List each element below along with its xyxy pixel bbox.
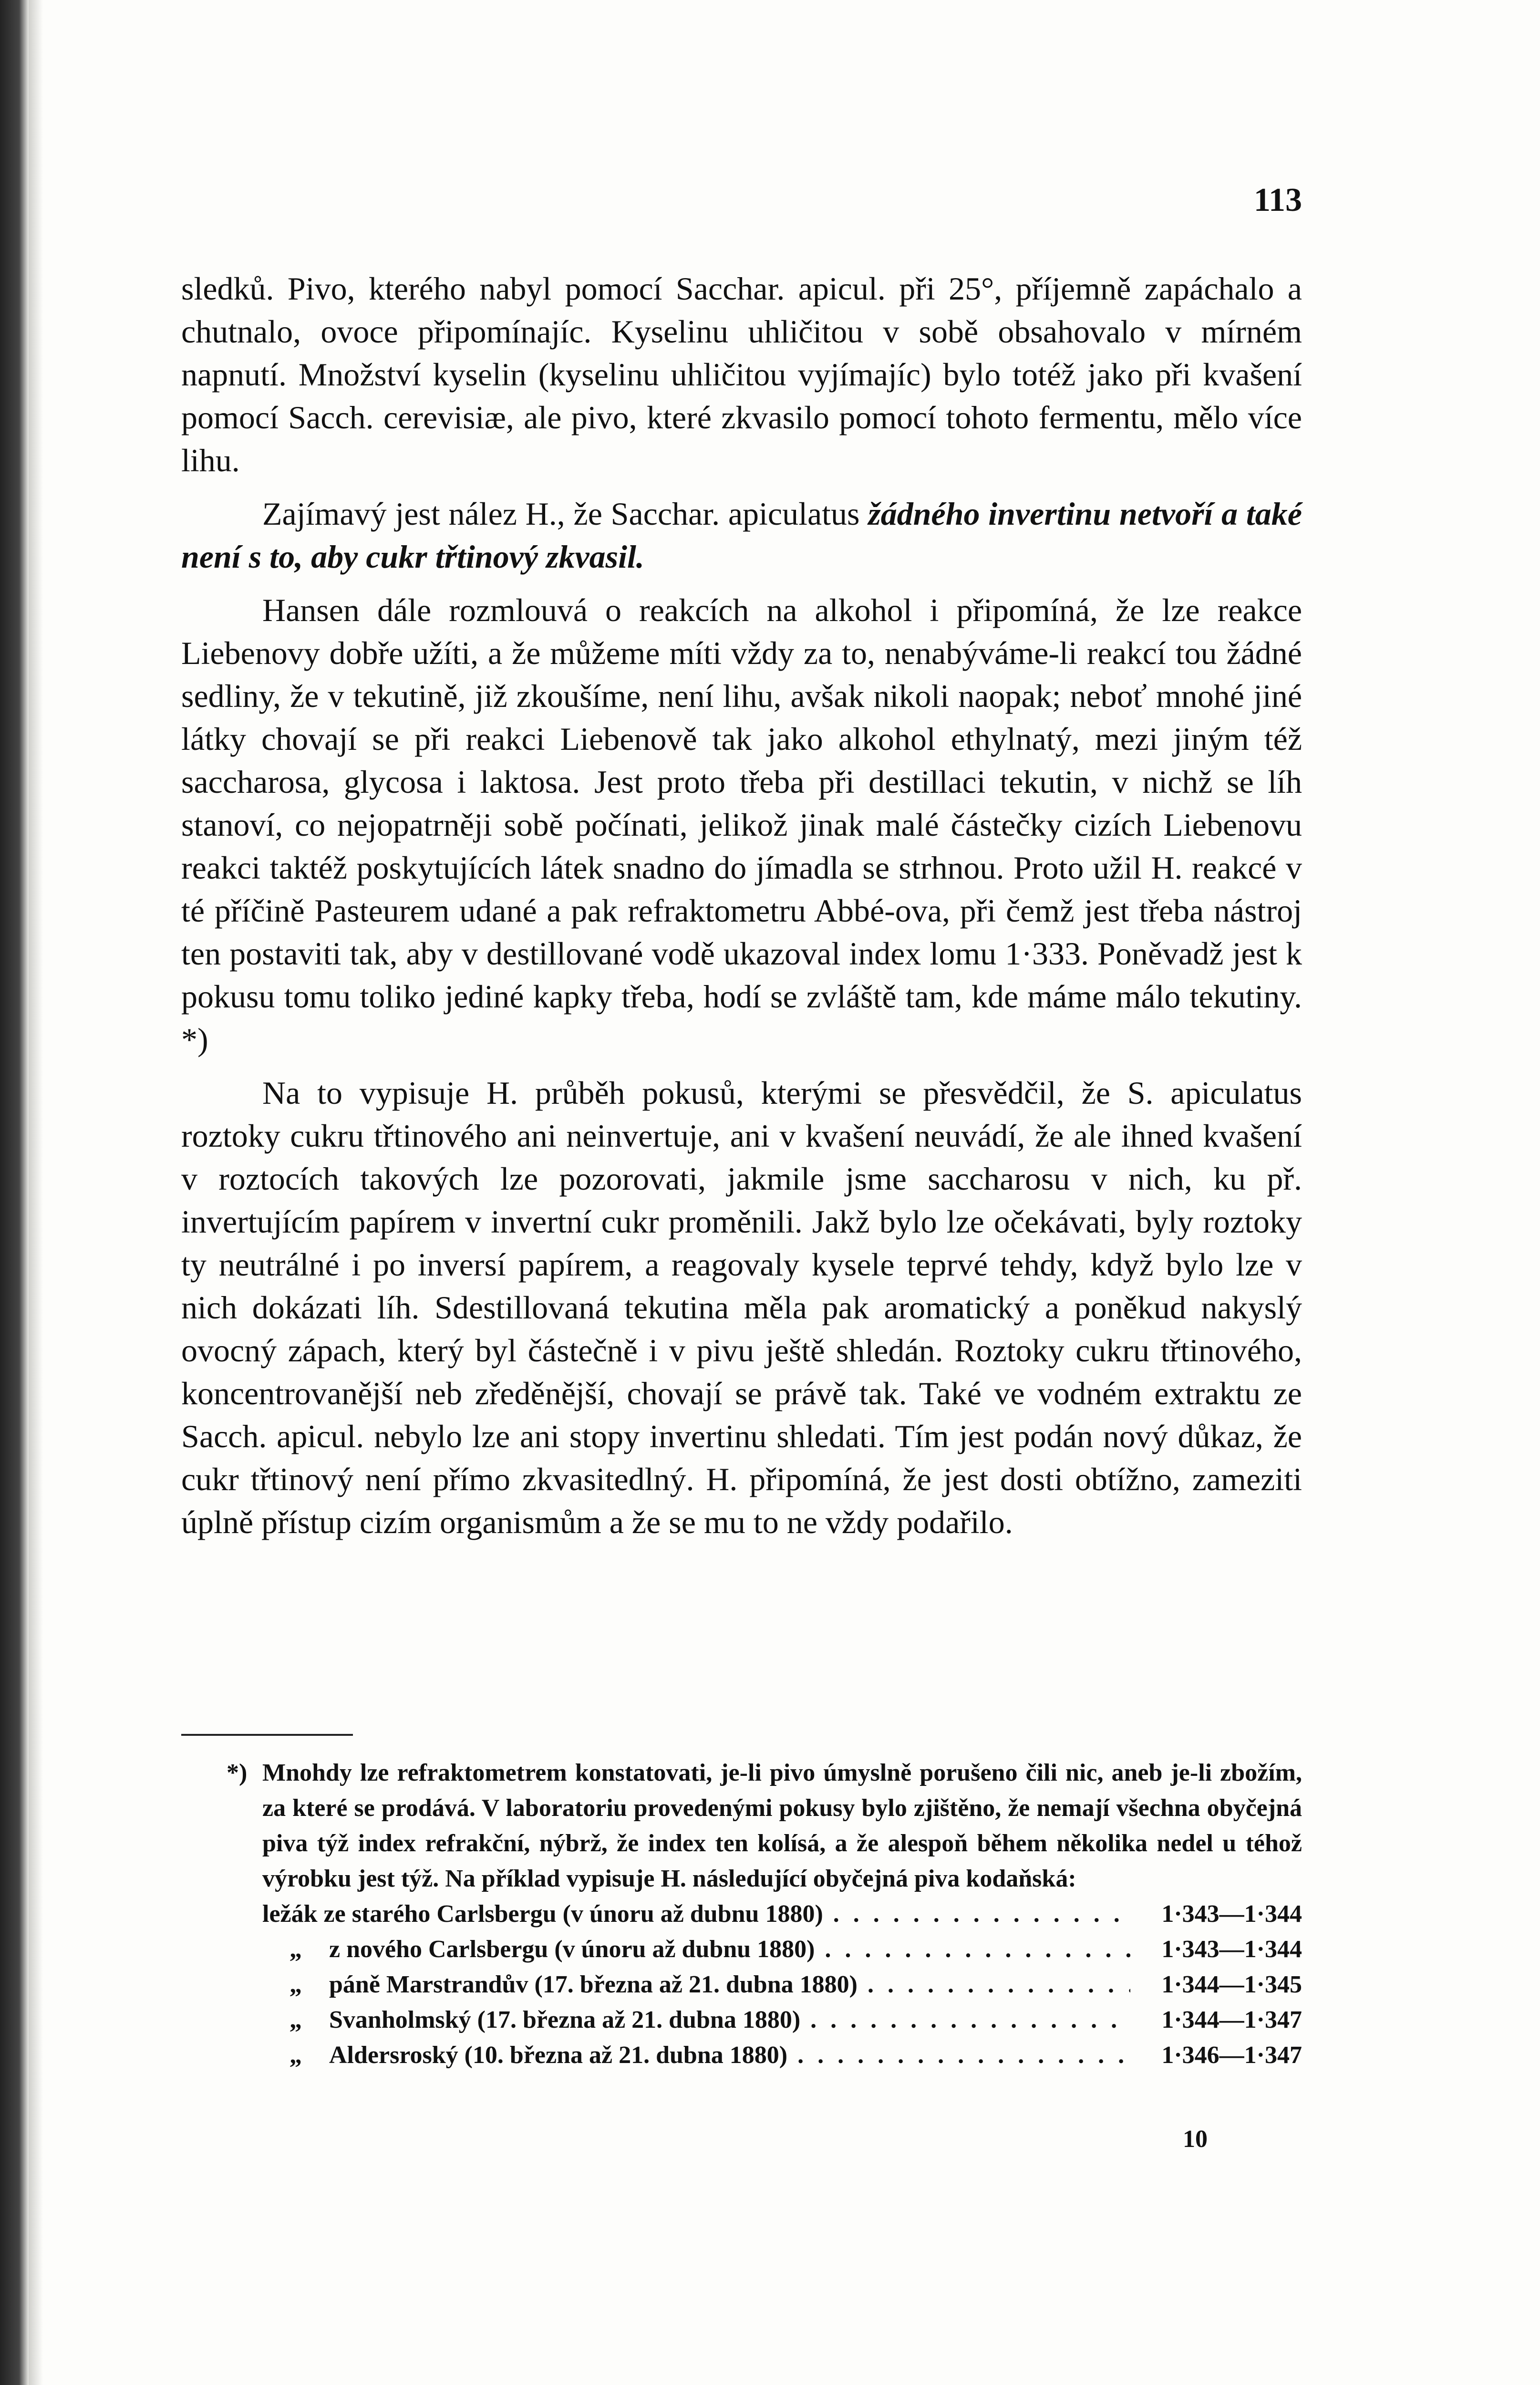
footnote-text xyxy=(181,1755,1302,1897)
beer-row xyxy=(181,2038,1302,2073)
footnote-mark: *) xyxy=(227,1759,248,1786)
beer-label: Aldersroský (10. března až 21. dubna 1880) . . . xyxy=(329,2038,1130,2073)
beer-row xyxy=(181,1897,1302,1932)
beer-label: páně Marstrandův (17. března až 21. dubna 1880) . . . xyxy=(329,1967,1130,2002)
footnote xyxy=(181,1755,1302,2073)
beer-label: z nového Carlsbergu (v únoru až dubnu 1880) . . . xyxy=(329,1932,1130,1967)
paragraph-4: Na to vypisuje H. průběh pokusů, kterými se přesvědčil, že S. apiculatus roztoky cukru třtinového ani neinvertuje, ani v kvašení neuvádí, že ale ihned kvašení v roztocích takových lze pozorovati, jakmile jsme saccharosu v nich, ku př. invertujícím papírem v invertní cukr proměnili. Jakž bylo lze očekávati, byly roztoky ty neutrálné i po inversí papírem, a reagovaly kysele teprvé tehdy, když bylo lze v nich dokázati líh. Sdestillovaná tekutina měla pak aromatický a poněkud nakyslý ovocný zápach, který byl částečně i v pivu ještě shledán. Roztoky cukru třtinového, koncentrovanější neb zředěnější, chovají se právě tak. Také ve vodném extraktu ze Sacch. apicul. nebylo lze ani stopy invertinu shledati. Tím jest podán nový důkaz, že cukr třtinový není přímo zkvasitedlný. H. připomíná, že jest dosti obtížno, zameziti úplně přístup cizím organismům a že se mu to ne vždy podařilo. xyxy=(181,1075,1302,1540)
page-number: 113 xyxy=(1253,182,1302,218)
ditto-mark: „ xyxy=(289,2042,302,2069)
paragraph-3: Hansen dále rozmlouvá o reakcích na alkohol i připomíná, že lze reakce Liebenovy dobře užíti, a že můžeme míti vždy za to, nenabýváme-li reakcí tou žádné sedliny, že v tekutině, již zkoušíme, není lihu, avšak nikoli naopak; neboť mnohé jiné látky chovají se při reakci Liebenově tak jako alkohol ethylnatý, mezi jiným též saccharosa, glycosa i laktosa. Jest proto třeba při destillaci tekutin, v nichž se líh stanoví, co nejopatrněji sobě počínati, jelikož jinak malé částečky cizích Liebenovu reakci taktéž poskytujících látek snadno do jímadla se strhnou. Proto užil H. reakcé v té příčině Pasteurem udané a pak refraktometru Abbé-ova, při čemž jest třeba nástroj ten postaviti tak, aby v destillované vodě ukazoval index lomu 1·333. Poněvadž jest k pokusu tomu toliko jediné kapky třeba, hodí se zvláště tam, kde máme málo tekutiny. *) xyxy=(181,592,1302,1058)
beer-row xyxy=(181,1967,1302,2002)
footnote-separator xyxy=(181,1734,353,1736)
beer-index: 1·343—1·344 xyxy=(1161,1936,1302,1963)
beer-index: 1·346—1·347 xyxy=(1161,2042,1302,2069)
beer-index: 1·344—1·345 xyxy=(1161,1971,1302,1998)
ditto-mark: „ xyxy=(289,1936,302,1963)
beer-label: Svanholmský (17. března až 21. dubna 1880) . . . xyxy=(329,2002,1130,2038)
beer-index: 1·344—1·347 xyxy=(1161,2006,1302,2033)
signature-mark: 10 xyxy=(1183,2126,1208,2153)
ditto-mark: „ xyxy=(289,1971,302,1998)
beer-label: ležák ze starého Carlsbergu (v únoru až dubnu 1880) . . . xyxy=(262,1897,1130,1932)
paragraph-1: sledků. Pivo, kterého nabyl pomocí Sacchar. apicul. při 25°, příjemně zapáchalo a chutnalo, ovoce připomínajíc. Kyselinu uhličitou v sobě obsahovalo v mírném napnutí. Množství kyselin (kyselinu uhličitou vyjímajíc) bylo totéž jako při kvašení pomocí Sacch. cerevisiæ, ale pivo, které zkvasilo pomocí tohoto fermentu, mělo více lihu. xyxy=(181,270,1302,478)
scan-binding-edge xyxy=(0,0,29,2385)
beer-row xyxy=(181,2002,1302,2038)
ditto-mark: „ xyxy=(289,2006,302,2033)
paragraph-2-emphasis: žádného invertinu netvoří a také není s to, aby cukr třtinový zkvasil. xyxy=(181,496,1302,575)
main-text xyxy=(181,267,1302,1544)
beer-index: 1·343—1·344 xyxy=(1161,1900,1302,1928)
paragraph-2 xyxy=(181,492,1302,578)
footnote-body: Mnohdy lze refraktometrem konstatovati, je-li pivo úmyslně porušeno čili nic, aneb je-li zbožím, za které se prodává. V laboratoriu provedenými pokusy bylo zjištěno, že nemají všechna obyčejná piva týž index refrakční, nýbrž, že index ten kolísá, a že alespoň během několika nedel u téhož výrobku jest týž. Na příklad vypisuje H. následující obyčejná piva kodaňská: xyxy=(262,1759,1302,1892)
page-gutter-shadow xyxy=(29,0,43,2385)
paragraph-2-normal: Zajímavý jest nález H., že Sacchar. apiculatus xyxy=(262,496,868,532)
beer-row xyxy=(181,1932,1302,1967)
